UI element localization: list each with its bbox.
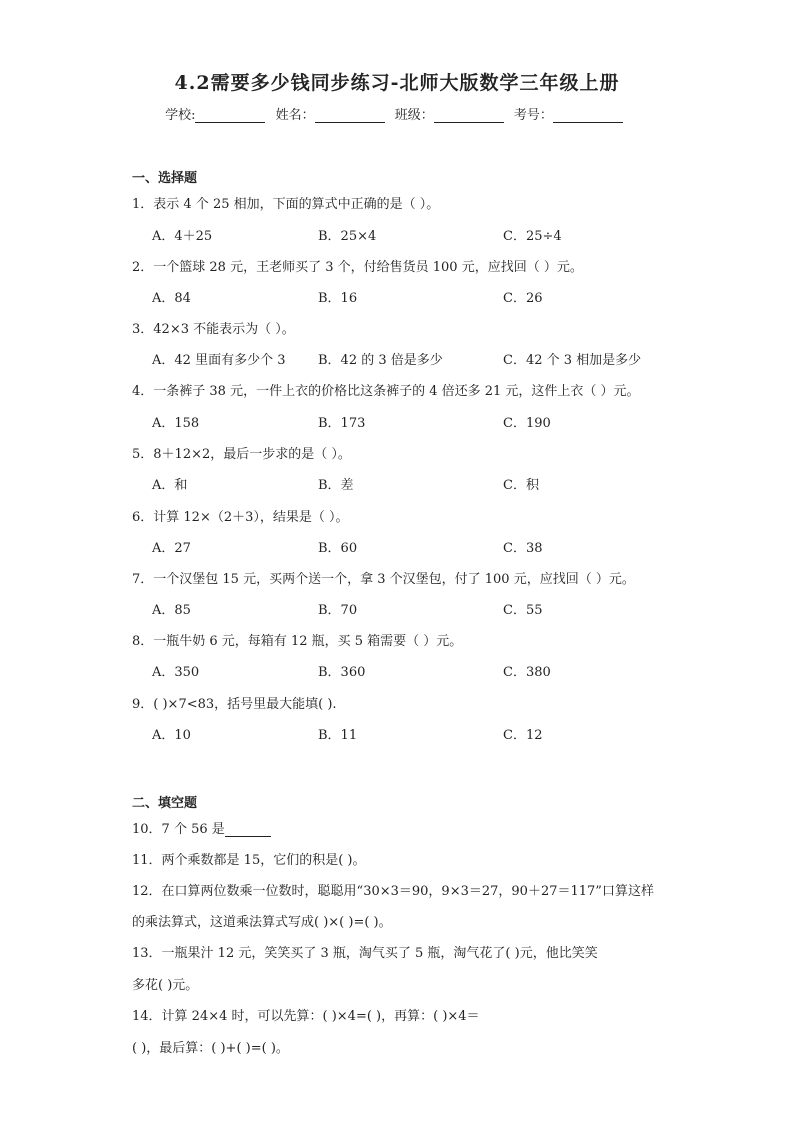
option-b[interactable]: B．360 — [318, 665, 366, 680]
question-4: 4．一条裤子 38 元，一件上衣的价格比这条裤子的 4 倍还多 21 元，这件上衣（ ）元。 — [132, 384, 640, 399]
option-b[interactable]: B．11 — [318, 728, 358, 743]
option-c[interactable]: C．25÷4 — [503, 229, 562, 244]
option-a[interactable]: A．42 里面有多少个 3 — [152, 353, 286, 368]
question-14-line-1: 14．计算 24×4 时，可以先算：( )×4=( )，再算：( )×4＝ — [132, 1009, 480, 1024]
option-c[interactable]: C．积 — [503, 478, 539, 493]
option-a[interactable]: A．4＋25 — [152, 229, 213, 244]
option-b[interactable]: B．差 — [318, 478, 354, 493]
option-b[interactable]: B．173 — [318, 416, 366, 431]
option-a[interactable]: A．350 — [152, 665, 200, 680]
class-blank[interactable] — [434, 108, 504, 123]
question-2: 2．一个篮球 28 元，王老师买了 3 个，付给售货员 100 元，应找回（ ）元。 — [132, 260, 583, 275]
section-title-choice: 一、选择题 — [132, 171, 198, 186]
option-a[interactable]: A．158 — [152, 416, 200, 431]
question-12-line-2: 的乘法算式，这道乘法算式写成( )×( )=( )。 — [132, 915, 392, 930]
option-a[interactable]: A．85 — [152, 603, 191, 618]
student-info-line — [0, 104, 794, 123]
question-13-line-2: 多花( )元。 — [132, 978, 199, 993]
question-8: 8．一瓶牛奶 6 元，每箱有 12 瓶，买 5 箱需要（ ）元。 — [132, 634, 463, 649]
question-10-text: 10．7 个 56 是 — [132, 822, 225, 837]
option-a[interactable]: A．84 — [152, 291, 191, 306]
question-10 — [132, 818, 271, 837]
question-14-line-2: ( )，最后算：( )+( )=( )。 — [132, 1041, 289, 1056]
option-c[interactable]: C．190 — [503, 416, 551, 431]
option-a[interactable]: A．10 — [152, 728, 191, 743]
option-a[interactable]: A．和 — [152, 478, 188, 493]
option-b[interactable]: B．25×4 — [318, 229, 377, 244]
option-a[interactable]: A．27 — [152, 541, 191, 556]
option-b[interactable]: B．60 — [318, 541, 358, 556]
option-c[interactable]: C．12 — [503, 728, 543, 743]
option-c[interactable]: C．55 — [503, 603, 543, 618]
exam-number-label: 考号： — [513, 108, 553, 123]
question-3: 3．42×3 不能表示为（ ）。 — [132, 322, 295, 337]
question-12-line-1: 12．在口算两位数乘一位数时，聪聪用“30×3＝90，9×3＝27，90＋27＝117”口算这样 — [132, 884, 654, 899]
option-b[interactable]: B．16 — [318, 291, 358, 306]
option-b[interactable]: B．42 的 3 倍是多少 — [318, 353, 443, 368]
section-title-fill-in: 二、填空题 — [132, 796, 198, 811]
question-1: 1．表示 4 个 25 相加，下面的算式中正确的是（ ）。 — [132, 197, 440, 212]
question-9: 9．( )×7<83，括号里最大能填( ). — [132, 697, 337, 712]
option-c[interactable]: C．26 — [503, 291, 543, 306]
class-label: 班级： — [394, 108, 434, 123]
school-blank[interactable] — [195, 108, 265, 123]
question-6: 6．计算 12×（2＋3），结果是（ ）。 — [132, 510, 349, 525]
option-c[interactable]: C．380 — [503, 665, 551, 680]
answer-blank[interactable] — [225, 824, 271, 837]
question-7: 7．一个汉堡包 15 元，买两个送一个，拿 3 个汉堡包，付了 100 元，应找回（ ）元。 — [132, 572, 635, 587]
question-5: 5．8＋12×2，最后一步求的是（ ）。 — [132, 447, 351, 462]
school-label: 学校: — [165, 108, 196, 123]
page-title: 4.2需要多少钱同步练习-北师大版数学三年级上册 — [174, 72, 620, 94]
question-11: 11．两个乘数都是 15，它们的积是( )。 — [132, 853, 366, 868]
name-label: 姓名： — [275, 108, 315, 123]
option-c[interactable]: C．38 — [503, 541, 543, 556]
question-13-line-1: 13．一瓶果汁 12 元，笑笑买了 3 瓶，淘气买了 5 瓶，淘气花了( )元，他比笑笑 — [132, 946, 598, 961]
name-blank[interactable] — [315, 108, 385, 123]
option-c[interactable]: C．42 个 3 相加是多少 — [503, 353, 642, 368]
option-b[interactable]: B．70 — [318, 603, 358, 618]
exam-number-blank[interactable] — [553, 108, 623, 123]
